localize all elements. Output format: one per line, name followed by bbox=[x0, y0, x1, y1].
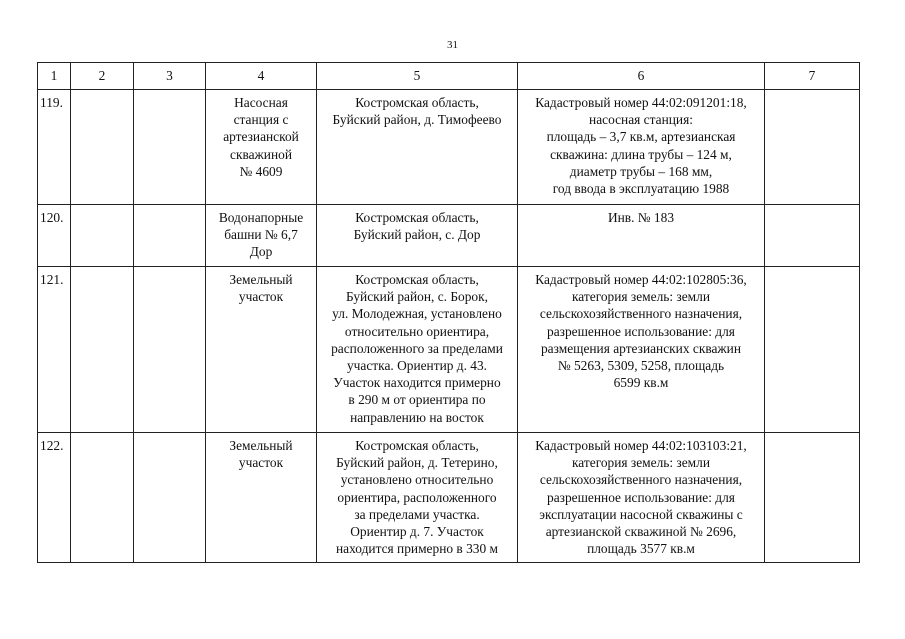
text-line: артезианской bbox=[223, 129, 299, 145]
empty-cell bbox=[71, 205, 134, 267]
text-line: площадь 3577 кв.м bbox=[587, 541, 695, 557]
object-name-cell bbox=[206, 90, 317, 205]
text-line: Костромская область, bbox=[355, 210, 479, 225]
text-line: насосная станция: bbox=[589, 112, 693, 128]
description-cell bbox=[518, 205, 765, 267]
text-line: № 4609 bbox=[239, 163, 283, 179]
text-line: Участок находится примерно bbox=[333, 375, 501, 391]
table-row bbox=[38, 433, 860, 563]
text-line: эксплуатации насосной скважины с bbox=[539, 506, 743, 522]
text-line: категория земель: земли bbox=[572, 455, 710, 471]
column-header: 4 bbox=[206, 63, 317, 90]
text-line: Кадастровый номер 44:02:091201:18, bbox=[535, 95, 747, 110]
description-cell bbox=[518, 90, 765, 205]
text-line: Насосная bbox=[234, 95, 288, 110]
text-line: Буйский район, д. Тимофеево bbox=[332, 112, 502, 128]
text-line: год ввода в эксплуатацию 1988 bbox=[552, 181, 730, 197]
text-line: участка. Ориентир д. 43. bbox=[346, 358, 488, 374]
text-line: Костромская область, bbox=[355, 95, 479, 110]
table-row bbox=[38, 90, 860, 205]
text-line: Инв. № 183 bbox=[607, 210, 675, 225]
text-line: находится примерно в 330 м bbox=[336, 541, 498, 557]
text-line: Ориентир д. 7. Участок bbox=[350, 524, 484, 540]
text-line: Буйский район, с. Борок, bbox=[346, 289, 488, 305]
text-line: башни № 6,7 bbox=[224, 227, 298, 243]
text-line: диаметр трубы – 168 мм, bbox=[569, 163, 713, 179]
text-line: станция с bbox=[233, 112, 289, 128]
text-line: Буйский район, д. Тетерино, bbox=[336, 455, 498, 471]
text-line: участок bbox=[238, 455, 284, 471]
empty-cell bbox=[71, 267, 134, 433]
column-header: 2 bbox=[71, 63, 134, 90]
table-header-row bbox=[38, 63, 860, 90]
text-line: Кадастровый номер 44:02:103103:21, bbox=[535, 438, 747, 453]
text-line: участок bbox=[238, 289, 284, 305]
empty-cell bbox=[134, 267, 206, 433]
description-cell bbox=[518, 267, 765, 433]
column-header: 5 bbox=[317, 63, 518, 90]
object-name-cell bbox=[206, 205, 317, 267]
description-cell bbox=[518, 433, 765, 563]
text-line: Буйский район, с. Дор bbox=[353, 227, 481, 243]
text-line: относительно ориентира, bbox=[344, 323, 490, 339]
object-name-cell bbox=[206, 433, 317, 563]
empty-cell bbox=[765, 267, 860, 433]
empty-cell bbox=[765, 433, 860, 563]
text-line: скважина: длина трубы – 124 м, bbox=[550, 146, 732, 162]
text-line: разрешенное использование: для bbox=[547, 323, 735, 339]
text-line: № 5263, 5309, 5258, площадь bbox=[557, 358, 725, 374]
text-line: направлению на восток bbox=[350, 409, 484, 425]
empty-cell bbox=[134, 90, 206, 205]
text-line: Костромская область, bbox=[355, 272, 479, 287]
text-line: размещения артезианских скважин bbox=[540, 340, 742, 356]
text-line: ориентира, расположенного bbox=[337, 489, 497, 505]
text-line: за пределами участка. bbox=[354, 506, 480, 522]
text-line: Земельный bbox=[229, 272, 293, 287]
address-cell bbox=[317, 433, 518, 563]
text-line: Костромская область, bbox=[355, 438, 479, 453]
registry-table bbox=[37, 62, 860, 563]
empty-cell bbox=[71, 90, 134, 205]
row-number-cell: 120. bbox=[38, 205, 71, 267]
address-cell bbox=[317, 205, 518, 267]
address-cell bbox=[317, 90, 518, 205]
text-line: 6599 кв.м bbox=[613, 375, 669, 391]
text-line: скважиной bbox=[230, 146, 292, 162]
address-cell bbox=[317, 267, 518, 433]
text-line: в 290 м от ориентира по bbox=[348, 392, 486, 408]
text-line: площадь – 3,7 кв.м, артезианская bbox=[546, 129, 736, 145]
column-header: 3 bbox=[134, 63, 206, 90]
row-number-cell: 119. bbox=[38, 90, 71, 205]
text-line: расположенного за пределами bbox=[331, 340, 503, 356]
text-line: сельскохозяйственного назначения, bbox=[539, 472, 743, 488]
empty-cell bbox=[765, 205, 860, 267]
column-header: 7 bbox=[765, 63, 860, 90]
text-line: Водонапорные bbox=[218, 210, 304, 225]
page-number: 31 bbox=[447, 39, 458, 51]
text-line: Земельный bbox=[229, 438, 293, 453]
text-line: установлено относительно bbox=[340, 472, 494, 488]
empty-cell bbox=[134, 433, 206, 563]
object-name-cell bbox=[206, 267, 317, 433]
text-line: категория земель: земли bbox=[572, 289, 710, 305]
row-number-cell: 122. bbox=[38, 433, 71, 563]
empty-cell bbox=[71, 433, 134, 563]
column-header: 6 bbox=[518, 63, 765, 90]
empty-cell bbox=[134, 205, 206, 267]
text-line: разрешенное использование: для bbox=[547, 489, 735, 505]
row-number-cell: 121. bbox=[38, 267, 71, 433]
text-line: Дор bbox=[249, 244, 273, 260]
text-line: Кадастровый номер 44:02:102805:36, bbox=[535, 272, 747, 287]
table-row bbox=[38, 267, 860, 433]
empty-cell bbox=[765, 90, 860, 205]
text-line: ул. Молодежная, установлено bbox=[332, 306, 502, 322]
text-line: артезианской скважиной № 2696, bbox=[545, 524, 737, 540]
column-header: 1 bbox=[38, 63, 71, 90]
table-row bbox=[38, 205, 860, 267]
text-line: сельскохозяйственного назначения, bbox=[539, 306, 743, 322]
